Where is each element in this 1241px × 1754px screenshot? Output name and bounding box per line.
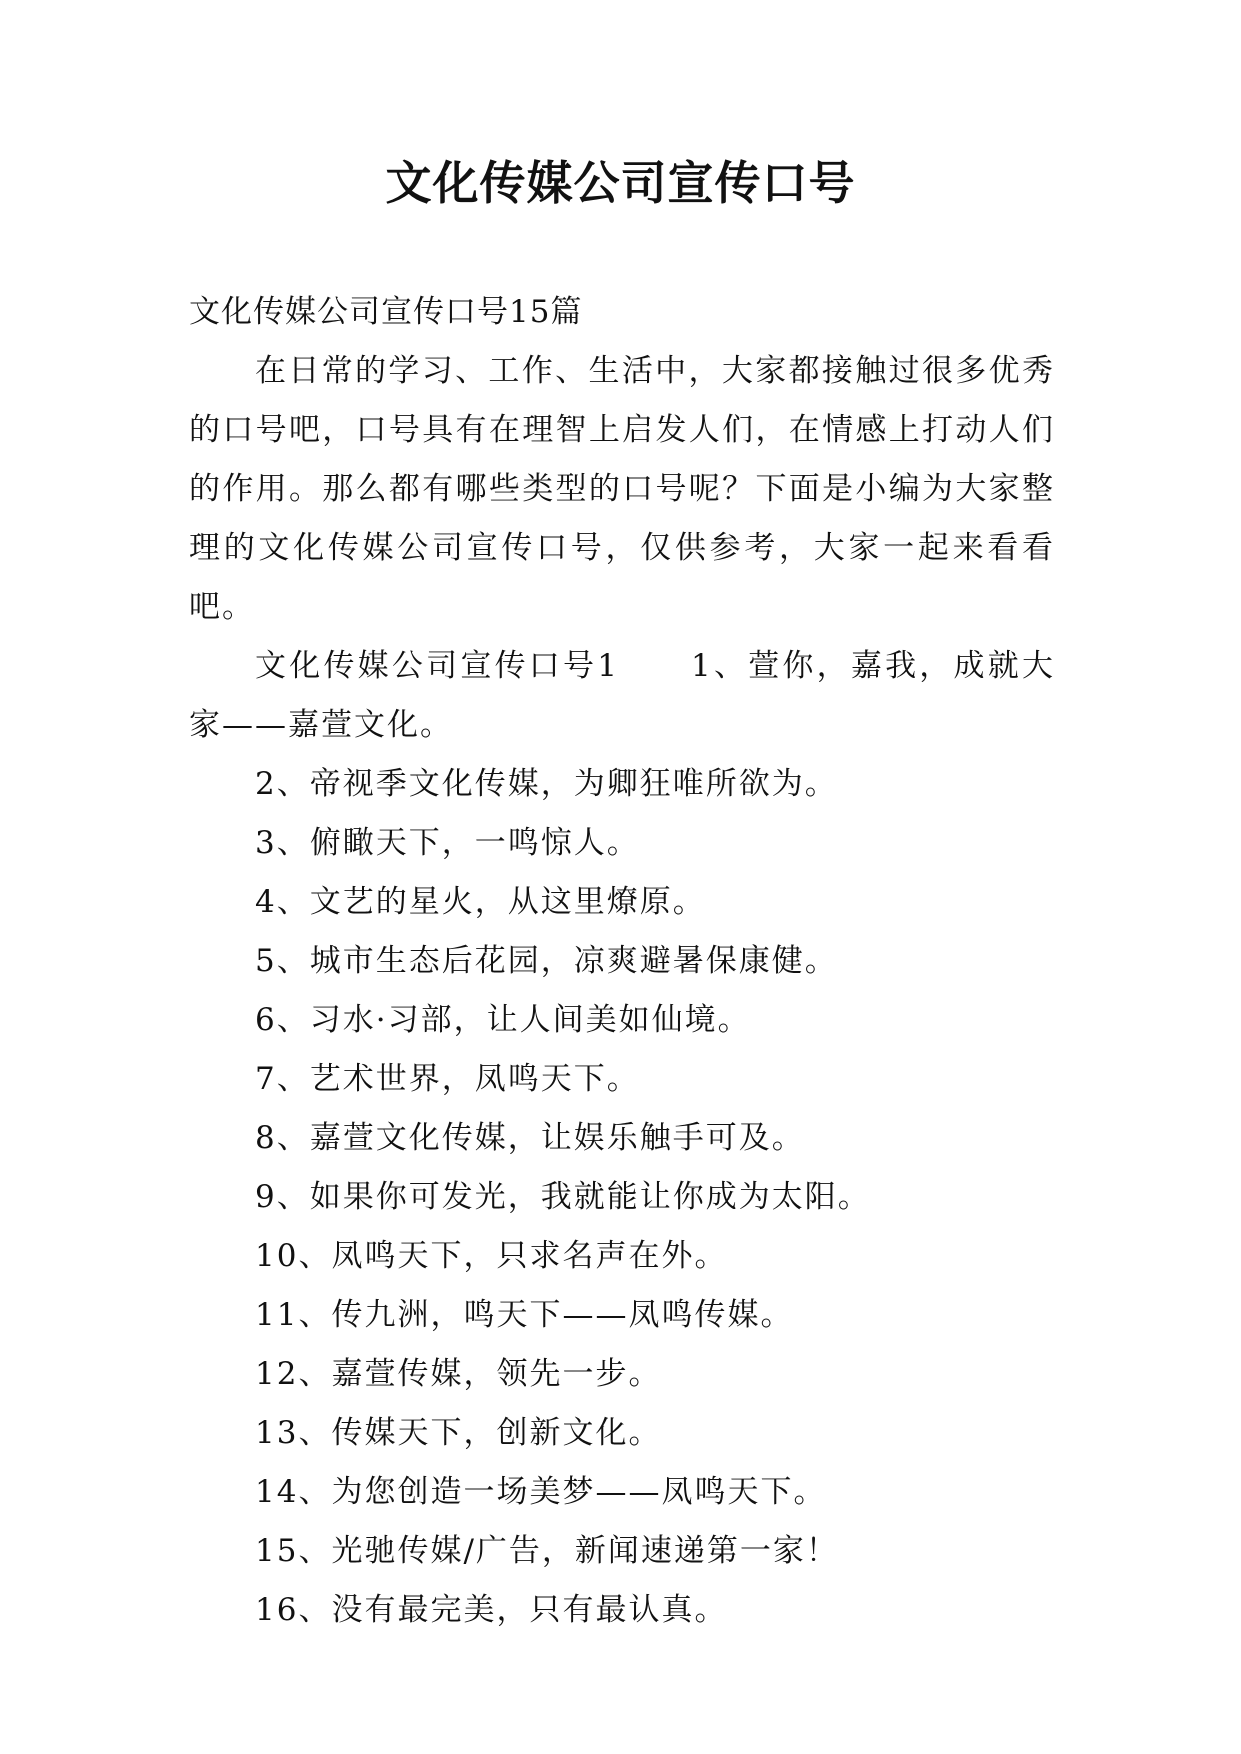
slogan-item: 15、光驰传媒/广告，新闻速递第一家！ <box>255 1533 839 1569</box>
slogan-item: 2、帝视季文化传媒，为卿狂唯所欲为。 <box>255 766 838 802</box>
slogan-item: 3、俯瞰天下，一鸣惊人。 <box>255 825 640 861</box>
intro-paragraph: 在日常的学习、工作、生活中，大家都接触过很多优秀的口号吧，口号具有在理智上启发人们，在情感上打动人们的作用。那么都有哪些类型的口号呢？下面是小编为大家整理的文化传媒公司宣传口号，仅供参考，大家一起来看看吧。 <box>189 353 1055 625</box>
slogan-item: 8、嘉萱文化传媒，让娱乐触手可及。 <box>255 1120 805 1156</box>
slogan-item: 5、城市生态后花园，凉爽避暑保康健。 <box>255 943 838 979</box>
slogan-item: 13、传媒天下，创新文化。 <box>255 1415 662 1451</box>
slogan-item: 11、传九洲，鸣天下——凤鸣传媒。 <box>255 1297 794 1333</box>
slogan-item: 16、没有最完美，只有最认真。 <box>255 1592 728 1628</box>
document-body <box>189 283 1055 1640</box>
slogan-item: 14、为您创造一场美梦——凤鸣天下。 <box>255 1474 827 1510</box>
document-title: 文化传媒公司宣传口号 <box>385 156 856 210</box>
slogan-item: 10、凤鸣天下，只求名声在外。 <box>255 1238 728 1274</box>
slogan-item-1: 1、萱你，嘉我，成就大家——嘉萱文化。 <box>189 648 1055 743</box>
slogan-item: 7、艺术世界，凤鸣天下。 <box>255 1061 640 1097</box>
section-first-line <box>189 637 1055 755</box>
slogan-item: 12、嘉萱传媒，领先一步。 <box>255 1356 662 1392</box>
document-subtitle: 文化传媒公司宣传口号15篇 <box>189 294 583 330</box>
slogan-item: 9、如果你可发光，我就能让你成为太阳。 <box>255 1179 871 1215</box>
slogan-item: 6、习水·习部，让人间美如仙境。 <box>255 1002 751 1038</box>
slogan-item: 4、文艺的星火，从这里燎原。 <box>255 884 706 920</box>
section-heading: 文化传媒公司宣传口号1 <box>255 648 619 684</box>
